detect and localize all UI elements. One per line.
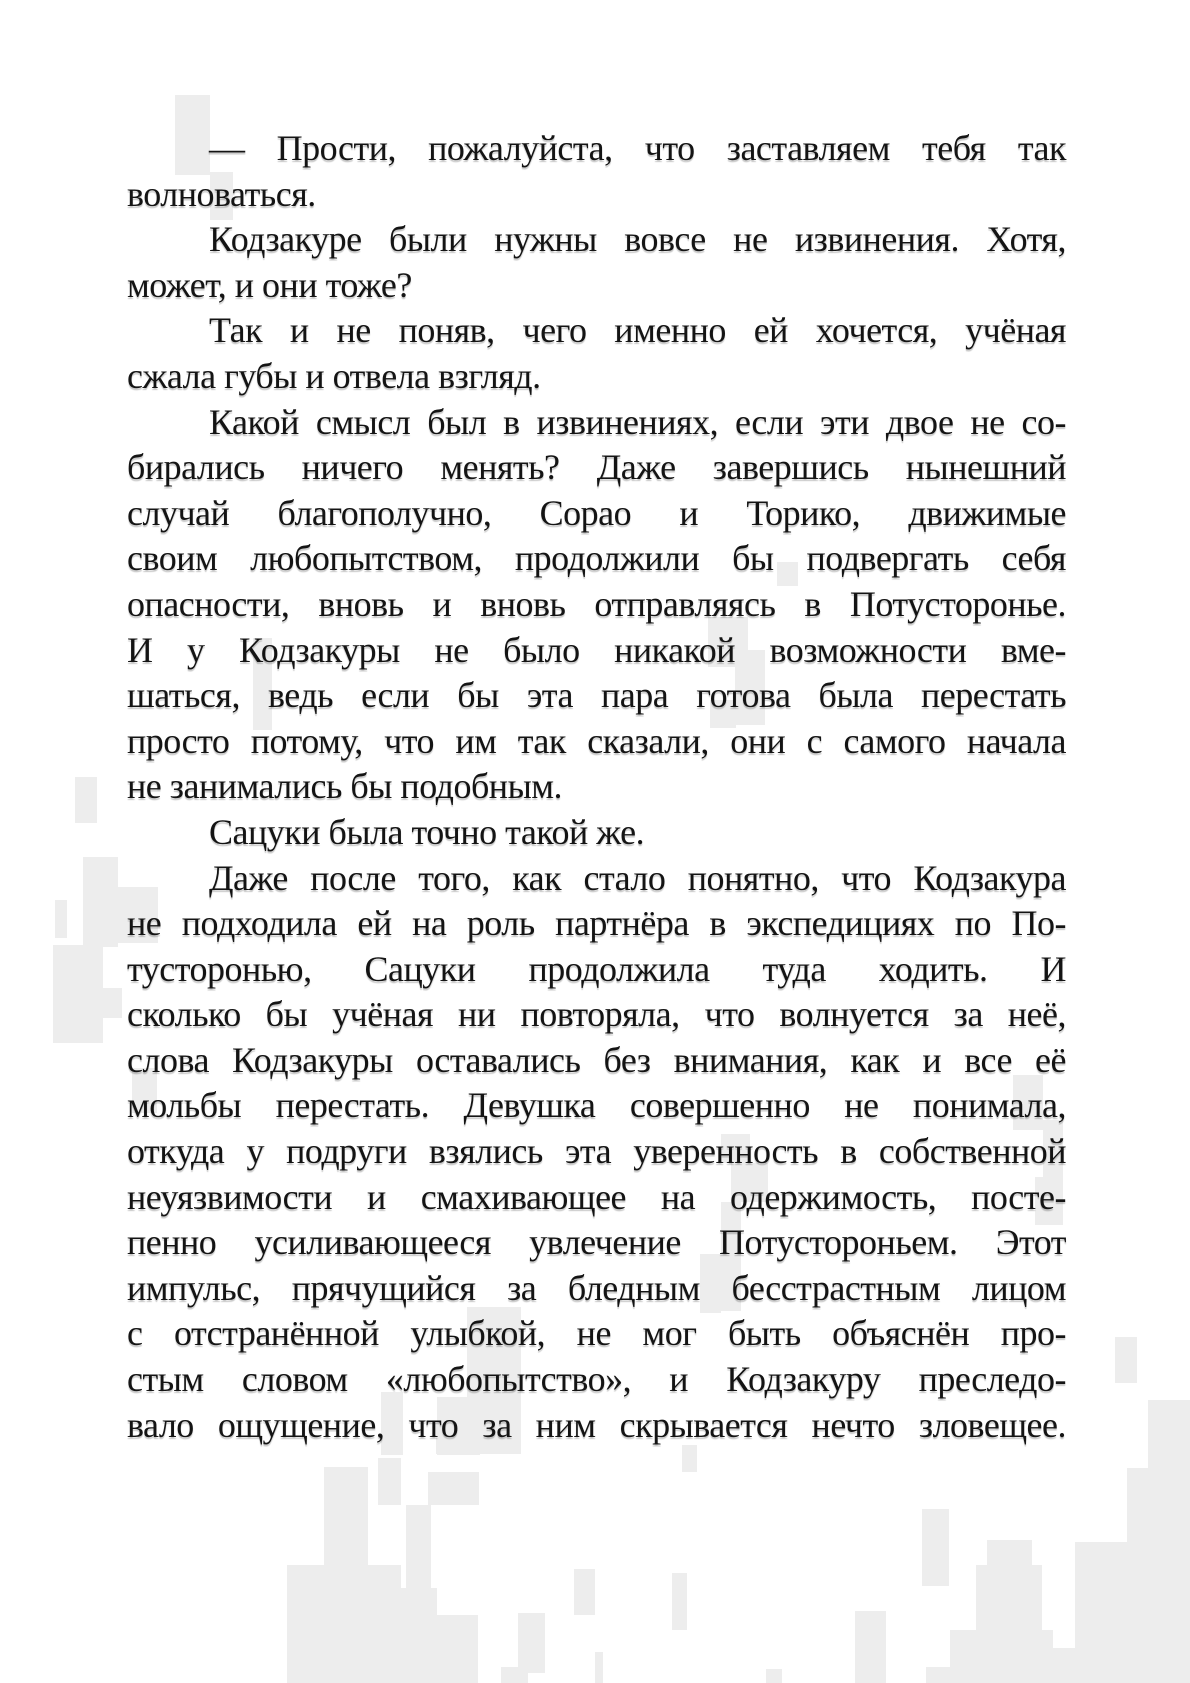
pixel-block (987, 1540, 1032, 1632)
text-line: сколько бы учёная ни повторяла, что волнуется за неё, (127, 994, 1066, 1035)
text-line: может, и они тоже? (127, 264, 412, 305)
pixel-block (574, 1569, 595, 1615)
pixel-block (83, 857, 118, 947)
pixel-block (766, 1669, 782, 1683)
text-line: Так и не поняв, чего именно ей хочется, учёная (209, 310, 1066, 351)
text-line: просто потому, что им так сказали, они с самого начала (127, 720, 1066, 761)
pixel-block (682, 1445, 697, 1472)
text-line: бирались ничего менять? Даже завершись нынешний (127, 447, 1066, 488)
text-line: откуда у подруги взялись эта уверенность в собственной (127, 1131, 1066, 1172)
pixel-block (922, 1509, 949, 1586)
pixel-block (401, 1588, 437, 1683)
text-line: — Прости, пожалуйста, что заставляем тебя так (209, 128, 1066, 168)
text-line: Какой смысл был в извинениях, если эти двое не со- (209, 401, 1066, 442)
pixel-block (324, 1467, 368, 1565)
pixel-block (518, 1613, 545, 1673)
text-line: импульс, прячущийся за бледным бесстрастным лицом (127, 1267, 1066, 1308)
text-line: не занимались бы подобным. (127, 766, 563, 807)
text-line: стым словом «любопытство», и Кодзакуру преследо- (127, 1359, 1066, 1400)
paragraph (127, 126, 1066, 217)
pixel-block (1115, 1337, 1137, 1383)
pixel-block (428, 1472, 479, 1505)
pixel-block (1148, 1400, 1190, 1470)
paragraph (127, 856, 1066, 1449)
text-line: пенно усиливающееся увлечение Потустороньем. Этот (127, 1222, 1066, 1263)
page-text (127, 126, 1066, 1448)
pixel-block (437, 1615, 478, 1683)
pixel-block (378, 1458, 401, 1505)
pixel-block (53, 945, 103, 1043)
text-line: вало ощущение, что за ним скрывается нечто зловещее. (127, 1404, 1066, 1445)
pixel-block (406, 1505, 431, 1590)
text-line: тусторонью, Сацуки продолжила туда ходить. И (127, 948, 1066, 989)
text-line: своим любопытством, продолжили бы подвергать себя (127, 538, 1066, 579)
pixel-block (287, 1565, 401, 1683)
text-line: не подходила ей на роль партнёра в экспедициях по По- (127, 903, 1066, 944)
pixel-block (950, 1630, 1053, 1683)
paragraph (127, 810, 1066, 856)
text-line: слова Кодзакуры оставались без внимания, как и все её (127, 1039, 1066, 1080)
text-line: сжала губы и отвела взгляд. (127, 355, 541, 396)
pixel-block (501, 1667, 528, 1683)
text-line: опасности, вновь и вновь отправляясь в Потусторонье. (127, 583, 1066, 624)
text-line: волноваться. (127, 173, 316, 214)
text-line: Сацуки была точно такой же. (209, 811, 645, 852)
text-line: И у Кодзакуры не было никакой возможности вме- (127, 629, 1066, 670)
text-line: Кодзакуре были нужны вовсе не извинения. Хотя, (209, 219, 1066, 260)
text-line: случай благополучно, Сорао и Торико, движимые (127, 492, 1066, 533)
text-line: с отстранённой улыбкой, не мог быть объяснён про- (127, 1313, 1066, 1354)
paragraph (127, 400, 1066, 810)
pixel-block (1053, 1648, 1190, 1683)
paragraph (127, 308, 1066, 399)
pixel-block (103, 988, 122, 1018)
text-line: мольбы перестать. Девушка совершенно не понимала, (127, 1085, 1066, 1126)
pixel-block (672, 1573, 687, 1630)
text-line: Даже после того, как стало понятно, что Кодзакура (209, 857, 1066, 898)
paragraph (127, 217, 1066, 308)
text-line: шаться, ведь если бы эта пара готова была перестать (127, 675, 1066, 716)
pixel-block (55, 900, 67, 938)
text-line: неуязвимости и смахивающее на одержимость, посте- (127, 1176, 1066, 1217)
pixel-block (75, 777, 97, 823)
pixel-block (855, 1611, 886, 1683)
pixel-block (595, 1652, 603, 1683)
